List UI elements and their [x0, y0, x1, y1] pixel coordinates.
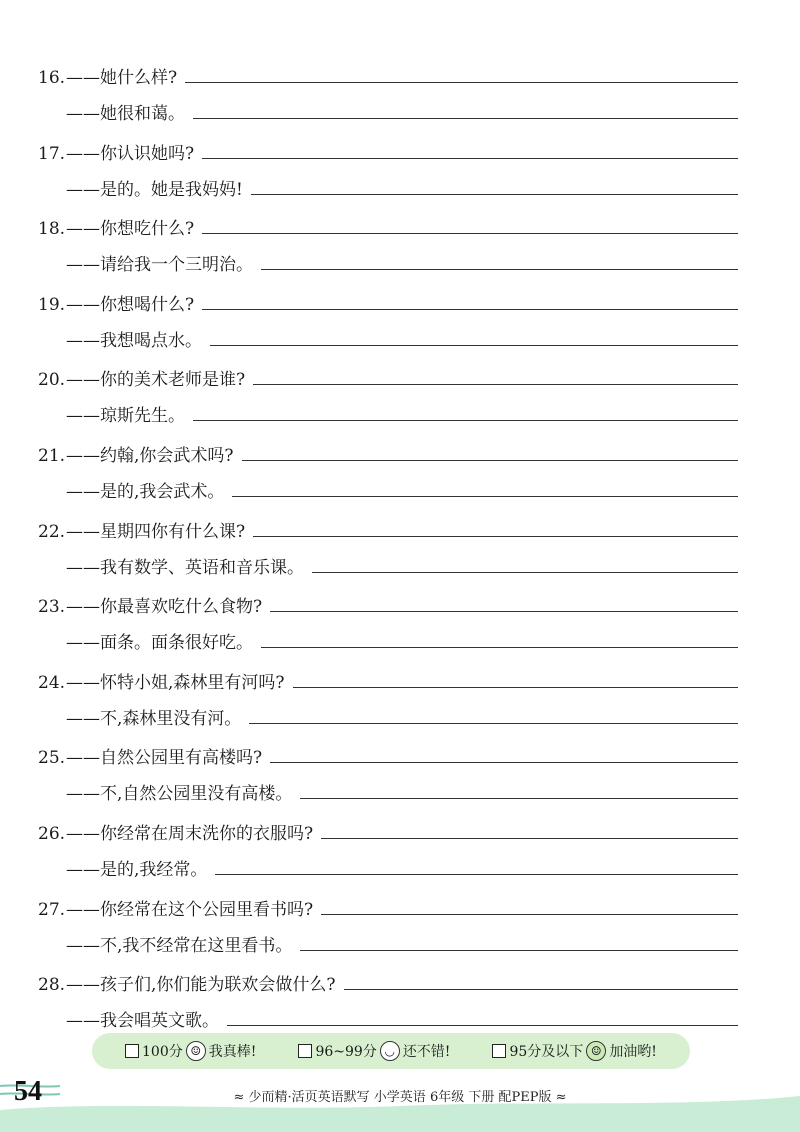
answer-blank[interactable]	[185, 81, 738, 83]
answer-blank[interactable]	[202, 232, 738, 234]
question-text: ——你想吃什么?	[66, 219, 195, 240]
item-number: 20.	[38, 370, 66, 391]
answer-blank[interactable]	[270, 610, 738, 612]
answer-blank[interactable]	[251, 193, 738, 195]
question-text: ——你经常在周末洗你的衣服吗?	[66, 823, 314, 844]
footer-caption: ≈ 少而精·活页英语默写 小学英语 6年级 下册 配PEP版 ≈	[233, 1090, 567, 1105]
smile-face-icon: ☺	[186, 1041, 206, 1061]
answer-line	[38, 844, 738, 880]
answer-blank[interactable]	[193, 117, 738, 119]
score-range: 95分及以下	[509, 1044, 584, 1060]
page-number: 54	[14, 1076, 42, 1107]
question-line	[38, 732, 738, 768]
question-text: ——怀特小姐,森林里有河吗?	[66, 672, 285, 693]
answer-line	[38, 88, 738, 124]
answer-line	[38, 542, 738, 578]
item-number: 24.	[38, 672, 66, 693]
answer-text: ——她很和蔼。	[66, 104, 185, 124]
item-number: 17.	[38, 143, 66, 164]
score-message: 加油哟!	[609, 1044, 657, 1060]
question-text: ——你认识她吗?	[66, 143, 195, 164]
answer-text: ——请给我一个三明治。	[66, 255, 253, 276]
answer-blank[interactable]	[293, 686, 738, 688]
smile-face-icon: ◡	[380, 1041, 400, 1061]
score-option-100[interactable]	[125, 1041, 256, 1061]
answer-blank[interactable]	[253, 535, 738, 537]
question-text: ——你想喝什么?	[66, 294, 195, 315]
item-number: 25.	[38, 748, 66, 769]
question-line	[38, 52, 738, 88]
exercise-item	[38, 884, 738, 960]
answer-text: ——我有数学、英语和音乐课。	[66, 557, 304, 578]
score-option-95-below[interactable]	[492, 1041, 656, 1061]
answer-blank[interactable]	[344, 988, 738, 990]
question-line	[38, 279, 738, 315]
exercise-item	[38, 808, 738, 884]
exercise-item	[38, 430, 738, 506]
answer-blank[interactable]	[261, 268, 738, 270]
answer-blank[interactable]	[312, 571, 738, 573]
question-line	[38, 430, 738, 466]
item-number: 27.	[38, 899, 66, 920]
exercise-item	[38, 959, 738, 1035]
question-line	[38, 128, 738, 164]
question-line	[38, 354, 738, 390]
answer-blank[interactable]	[249, 722, 738, 724]
answer-blank[interactable]	[321, 837, 738, 839]
item-number: 19.	[38, 294, 66, 315]
exercise-item	[38, 506, 738, 582]
exercise-item	[38, 657, 738, 733]
answer-blank[interactable]	[202, 157, 738, 159]
item-number: 21.	[38, 445, 66, 466]
answer-text: ——我会唱英文歌。	[66, 1011, 219, 1032]
question-line	[38, 959, 738, 995]
answer-blank[interactable]	[232, 495, 738, 497]
item-number: 22.	[38, 521, 66, 542]
answer-text: ——琼斯先生。	[66, 406, 185, 427]
question-line	[38, 657, 738, 693]
item-number: 23.	[38, 597, 66, 618]
exercise-item	[38, 128, 738, 204]
question-text: ——约翰,你会武术吗?	[66, 445, 234, 466]
answer-blank[interactable]	[227, 1024, 738, 1026]
question-text: ——孩子们,你们能为联欢会做什么?	[66, 975, 336, 996]
answer-text: ——我想喝点水。	[66, 330, 202, 351]
exercise-item	[38, 581, 738, 657]
item-number: 28.	[38, 975, 66, 996]
answer-blank[interactable]	[300, 797, 738, 799]
answer-blank[interactable]	[261, 646, 738, 648]
answer-line	[38, 995, 738, 1031]
item-number: 18.	[38, 219, 66, 240]
question-line	[38, 808, 738, 844]
answer-text: ——面条。面条很好吃。	[66, 633, 253, 654]
answer-text: ——不,自然公园里没有高楼。	[66, 784, 293, 805]
answer-blank[interactable]	[242, 459, 738, 461]
item-number: 16.	[38, 68, 66, 88]
answer-line	[38, 920, 738, 956]
answer-line	[38, 315, 738, 351]
question-line	[38, 581, 738, 617]
question-text: ——自然公园里有高楼吗?	[66, 748, 263, 769]
exercise-item	[38, 354, 738, 430]
question-text: ——你最喜欢吃什么食物?	[66, 597, 263, 618]
exercise-item	[38, 279, 738, 355]
question-text: ——她什么样?	[66, 68, 178, 88]
answer-blank[interactable]	[193, 419, 738, 421]
answer-line	[38, 164, 738, 200]
score-message: 我真棒!	[208, 1044, 257, 1060]
question-text: ——你的美术老师是谁?	[66, 370, 246, 391]
answer-blank[interactable]	[321, 913, 738, 915]
score-range: 96~99分	[315, 1044, 377, 1060]
answer-blank[interactable]	[253, 383, 738, 385]
exercise-item	[38, 732, 738, 808]
answer-blank[interactable]	[202, 308, 738, 310]
item-number: 26.	[38, 823, 66, 844]
answer-text: ——是的。她是我妈妈!	[66, 179, 243, 200]
answer-text: ——不,森林里没有河。	[66, 708, 242, 729]
question-line	[38, 506, 738, 542]
answer-text: ——是的,我会武术。	[66, 481, 225, 502]
score-range: 100分	[142, 1044, 183, 1060]
answer-blank[interactable]	[215, 873, 738, 875]
answer-line	[38, 466, 738, 502]
answer-line	[38, 617, 738, 653]
checkbox[interactable]	[298, 1044, 312, 1058]
question-line	[38, 884, 738, 920]
answer-text: ——不,我不经常在这里看书。	[66, 935, 293, 956]
exercise-list	[38, 52, 738, 1035]
answer-blank[interactable]	[210, 344, 738, 346]
answer-blank[interactable]	[270, 761, 738, 763]
answer-blank[interactable]	[300, 949, 738, 951]
exercise-item	[38, 52, 738, 128]
question-text: ——你经常在这个公园里看书吗?	[66, 899, 314, 920]
answer-text: ——是的,我经常。	[66, 859, 208, 880]
question-line	[38, 203, 738, 239]
cheer-face-icon: ☺	[586, 1041, 606, 1061]
question-text: ——星期四你有什么课?	[66, 521, 246, 542]
score-option-96-99[interactable]	[298, 1041, 450, 1061]
score-message: 还不错!	[402, 1044, 451, 1060]
answer-line	[38, 390, 738, 426]
answer-line	[38, 693, 738, 729]
checkbox[interactable]	[492, 1044, 506, 1058]
exercise-item	[38, 203, 738, 279]
checkbox[interactable]	[125, 1044, 139, 1058]
answer-line	[38, 239, 738, 275]
answer-line	[38, 768, 738, 804]
